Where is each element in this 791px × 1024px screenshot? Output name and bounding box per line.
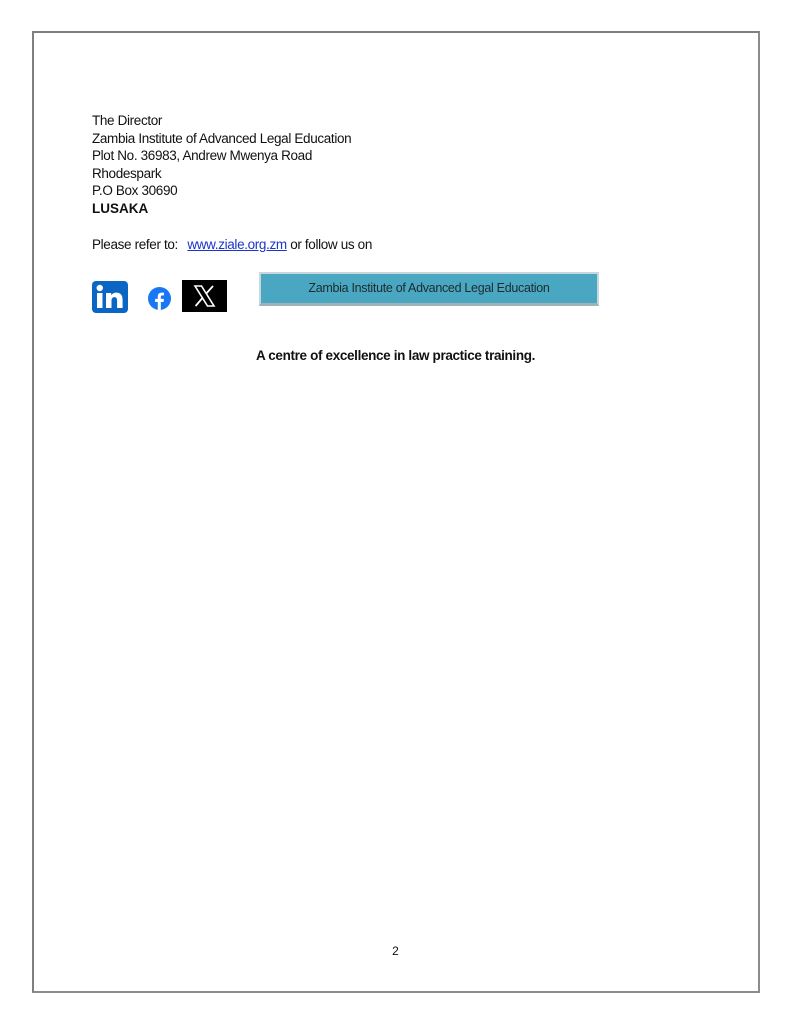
address-line: The Director <box>92 113 163 128</box>
tagline: A centre of excellence in law practice training. <box>255 348 536 363</box>
facebook-icon[interactable] <box>148 287 171 310</box>
banner-text: Zambia Institute of Advanced Legal Education <box>308 280 550 295</box>
address-line: Zambia Institute of Advanced Legal Education <box>92 130 352 146</box>
institute-banner <box>259 272 599 306</box>
x-icon[interactable] <box>182 280 227 312</box>
recipient-address <box>92 112 351 218</box>
address-line: P.O Box 30690 <box>92 183 178 199</box>
linkedin-icon[interactable] <box>92 281 128 313</box>
refer-suffix: or follow us on <box>290 237 372 252</box>
address-city: LUSAKA <box>92 200 149 216</box>
page-number: 2 <box>392 944 399 958</box>
website-link[interactable]: www.ziale.org.zm <box>187 237 287 252</box>
refer-line <box>92 236 372 253</box>
refer-prefix: Please refer to: <box>92 237 178 252</box>
address-line: Rhodespark <box>92 165 162 181</box>
address-line: Plot No. 36983, Andrew Mwenya Road <box>92 148 312 164</box>
